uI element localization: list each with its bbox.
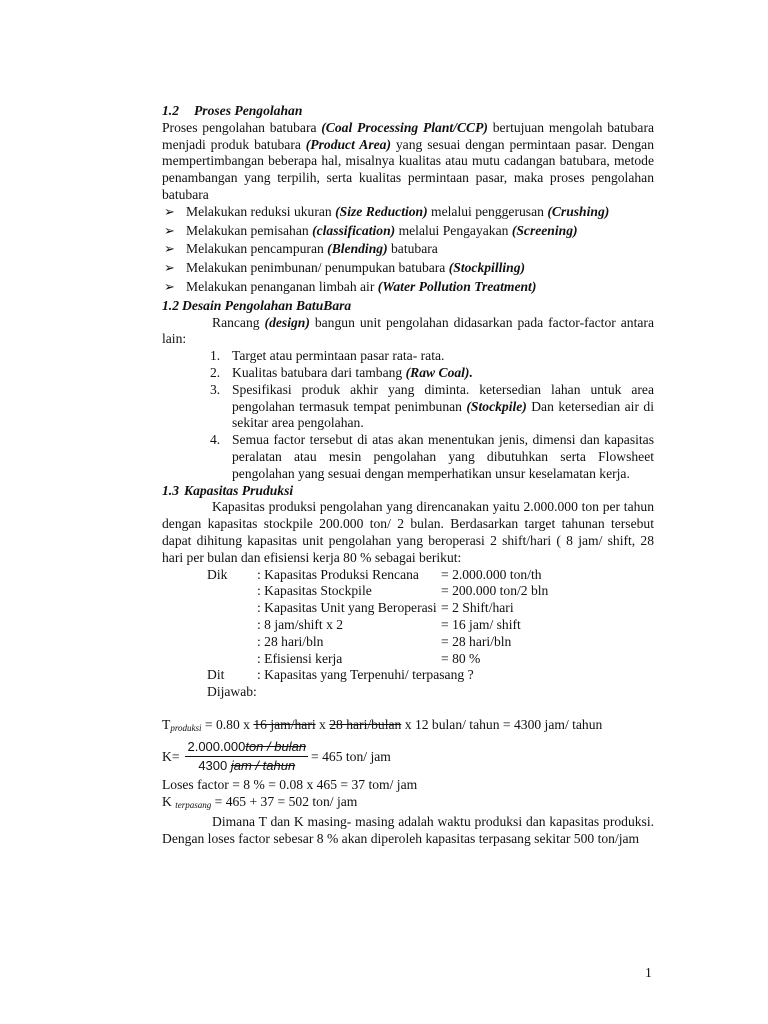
text: Melakukan reduksi ukuran: [186, 203, 336, 219]
denominator-value: 4300: [198, 758, 228, 774]
dit-label: Dit: [207, 667, 225, 683]
text: Melakukan pemisahan: [186, 222, 313, 238]
numbered-item: [210, 348, 654, 365]
dik-label: Dik: [207, 566, 228, 582]
numerator-unit: ton / bulan: [245, 738, 307, 754]
section-title: Desain Pengolahan BatuBara: [182, 297, 352, 313]
numbered-list: [162, 348, 654, 482]
text: yang sesuai dengan permintaan pasar. Dengan mempertimbangan beberapa hal, misalnya kualitas atau mutu cadangan batubara, metode penambangan yang terpilih, serta kualitas permintaan pasar, maka proses pengolahan batubara: [162, 136, 654, 202]
term: (Size Reduction): [335, 203, 428, 219]
dik-label-spacer: [162, 600, 257, 617]
loses-factor-line: Loses factor = 8 % = 0.08 x 465 = 37 tom/ jam: [162, 777, 418, 793]
dik-label-spacer: [162, 617, 257, 634]
text: Proses pengolahan batubara: [162, 119, 322, 135]
text: x 12 bulan/ tahun = 4300 jam/ tahun: [401, 716, 603, 732]
t-symbol: T: [162, 716, 171, 732]
dik-label-spacer: [162, 634, 257, 651]
section-heading-kapasitas: [162, 483, 654, 500]
text: Melakukan pencampuran: [186, 241, 328, 257]
given-value: = 2.000.000 ton/th: [441, 566, 542, 582]
given-value: = 2 Shift/hari: [441, 600, 514, 616]
given-value: = 80 %: [441, 650, 481, 666]
text: Semua factor tersebut di atas akan menentukan jenis, dimensi dan kapasitas peralatan atau mesin pengolahan yang dibutuhkan serta Flowsheet pengolahan yang sesuai dengan memperhatikan unsur keselamatan kerja.: [232, 432, 654, 481]
document-body: [162, 103, 654, 847]
t-produksi-equation: [162, 717, 654, 737]
text: = 465 + 37 = 502 ton/ jam: [211, 794, 358, 810]
text: Target atau permintaan pasar rata- rata.: [232, 348, 445, 364]
dik-row: [162, 634, 654, 651]
text: bertujuan mengolah batubara menjadi produk batubara: [162, 119, 654, 152]
text: Rancang: [212, 314, 265, 330]
bullet-item: [162, 223, 654, 240]
dik-label-spacer: [162, 583, 257, 600]
arrow-bullet-icon: ➢: [164, 241, 175, 257]
given-item: : 8 jam/shift x 2: [257, 616, 344, 632]
text: bangun unit pengolahan didasarkan pada factor-factor antara lain:: [162, 314, 654, 347]
dik-row: [162, 600, 654, 617]
item-number: 2.: [210, 364, 221, 380]
term: (Coal Processing Plant/CCP): [321, 119, 488, 135]
text: batubara: [387, 241, 438, 257]
k-result: = 465 ton/ jam: [311, 748, 391, 764]
given-item: : Kapasitas Stockpile: [257, 583, 372, 599]
dik-row: [162, 651, 654, 668]
text: Dan ketersedian air di sekitar area pengolahan.: [232, 398, 654, 431]
term: (classification): [312, 222, 396, 238]
text: Kualitas batubara dari tambang: [232, 364, 406, 380]
given-value: = 200.000 ton/2 bln: [441, 583, 549, 599]
denominator-unit: jam / tahun: [230, 758, 296, 774]
term: (Raw Coal).: [405, 364, 473, 380]
term: (Screening): [511, 222, 578, 238]
term: (design): [264, 314, 310, 330]
arrow-bullet-icon: ➢: [164, 260, 175, 276]
section-title: Proses Pengolahan: [194, 103, 303, 118]
page-number: 1: [645, 965, 652, 980]
numbered-item: [210, 382, 654, 432]
t-subscript: produksi: [170, 722, 202, 733]
dik-row: [162, 567, 654, 584]
section-title: Kapasitas Pruduksi: [184, 482, 294, 498]
text: = 0.80 x: [201, 716, 254, 732]
text: Spesifikasi produk akhir yang diminta. ketersedian lahan untuk area pengolahan termasuk tempat penimbunan: [232, 381, 654, 414]
term: (Blending): [327, 241, 388, 257]
given-item: : Kapasitas Unit yang Beroperasi: [257, 600, 437, 616]
section-heading-proses-pengolahan: [162, 103, 654, 120]
term: (Product Area): [305, 136, 391, 152]
numbered-item: [210, 365, 654, 382]
given-value: = 28 hari/bln: [441, 633, 512, 649]
section-number: 1.2: [162, 103, 179, 118]
text: melalui penggerusan: [427, 203, 548, 219]
fraction: [185, 739, 308, 776]
bullet-list: [162, 204, 654, 296]
k-equation: [162, 739, 654, 776]
section-number: 1.3: [162, 482, 179, 498]
item-number: 4.: [210, 432, 221, 448]
text: x: [315, 716, 330, 732]
term: (Stockpile): [466, 398, 527, 414]
dit-text: : Kapasitas yang Terpenuhi/ terpasang ?: [257, 667, 474, 683]
dik-row: [162, 583, 654, 600]
section-heading-desain: [162, 298, 654, 315]
numbered-item: [210, 432, 654, 482]
text: Melakukan penanganan limbah air: [186, 278, 378, 294]
given-item: : Efisiensi kerja: [257, 650, 343, 666]
fraction-numerator: [185, 739, 308, 758]
section-number: 1.2: [162, 297, 179, 313]
k-label: K=: [162, 748, 180, 764]
struck-text: 28 hari/bulan: [329, 716, 402, 732]
arrow-bullet-icon: ➢: [164, 203, 175, 219]
item-number: 1.: [210, 348, 221, 364]
given-item: : 28 hari/bln: [257, 633, 324, 649]
fraction-denominator: [198, 757, 295, 775]
text: Melakukan penimbunan/ penumpukan batubara: [186, 260, 449, 276]
paragraph-desain-intro: [162, 315, 654, 349]
dik-row: [162, 617, 654, 634]
arrow-bullet-icon: ➢: [164, 222, 175, 238]
numerator-value: 2.000.000: [187, 738, 246, 754]
arrow-bullet-icon: ➢: [164, 278, 175, 294]
dit-row: [162, 667, 654, 684]
paragraph-kapasitas: Kapasitas produksi pengolahan yang direncanakan yaitu 2.000.000 ton per tahun dengan kapasitas stockpile 200.000 ton/ 2 bulan. Berdasarkan target tahunan tersebut dapat dihitung kapasitas unit pengolahan yang beroperasi 2 shift/hari ( 8 jam/ shift, 28 hari per bulan dan efisiensi kerja 80 % sebagai berikut:: [162, 499, 654, 565]
k-symbol: K: [162, 794, 172, 810]
bullet-item: [162, 260, 654, 277]
term: (Stockpilling): [448, 260, 526, 276]
closing-paragraph: Dimana T dan K masing- masing adalah waktu produksi dan kapasitas produksi. Dengan loses factor sebesar 8 % akan diperoleh kapasitas terpasang sekitar 500 ton/jam: [162, 813, 654, 846]
k-subscript: terpasang: [175, 800, 212, 811]
k-terpasang-line: [162, 794, 654, 814]
given-value: = 16 jam/ shift: [441, 616, 521, 632]
bullet-item: [162, 241, 654, 258]
term: (Crushing): [547, 203, 610, 219]
dijawab-label: Dijawab:: [207, 684, 257, 700]
term: (Water Pollution Treatment): [377, 278, 537, 294]
dik-label-spacer: [162, 651, 257, 668]
paragraph-proses-pengolahan: [162, 120, 654, 204]
given-item: : Kapasitas Produksi Rencana: [257, 566, 419, 582]
bullet-item: [162, 204, 654, 221]
bullet-item: [162, 279, 654, 296]
given-values-block: [162, 567, 654, 668]
item-number: 3.: [210, 381, 221, 397]
text: melalui Pengayakan: [395, 222, 512, 238]
struck-text: 16 jam/hari: [253, 716, 316, 732]
spacer: [162, 701, 654, 717]
